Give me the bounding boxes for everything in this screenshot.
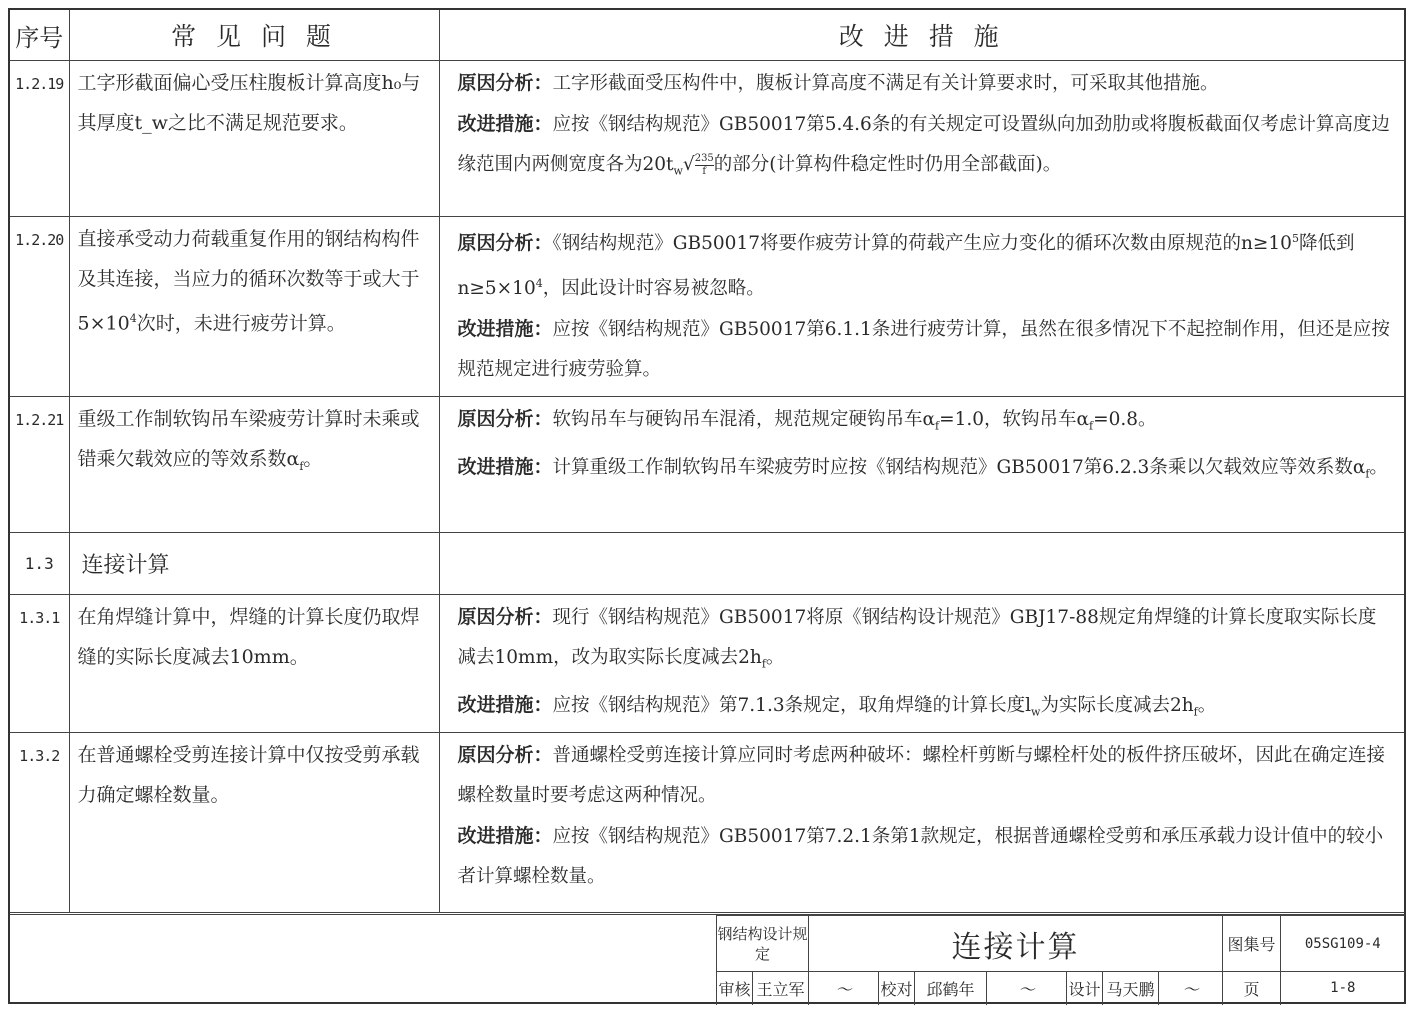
cause-label: 原因分析： (457, 72, 553, 94)
header-measures: 改 进 措 施 (439, 10, 1404, 61)
fix-label: 改进措施： (457, 825, 553, 848)
sheet-title: 连接计算 (809, 916, 1223, 972)
problems-table (10, 10, 1404, 913)
row-problem: 工字形截面偏心受压柱腹板计算高度h₀与其厚度t_w之比不满足规范要求。 (69, 61, 439, 217)
checker-name: 邱鹤年 (915, 972, 987, 1005)
fix-text: 应按《钢结构规范》GB50017第5.4.6条的有关规定可设置纵向加劲肋或将腹板截面仅考虑计算高度边缘范围内两侧宽度各为20t (457, 114, 1390, 175)
table-row (10, 733, 1404, 913)
fix-label: 改进措施： (457, 693, 553, 716)
row-measures: 原因分析：《钢结构规范》GB50017将要作疲劳计算的荷载产生应力变化的循环次数由原规范的$n\ge 10^5$降低到$n\ge 5\times 10^4$，因此设计时容易被忽略。 改进措施：应按《钢结构规范》GB50017第6.1.1条进行疲劳计算，虽然在很多情况下不起控制作用，但还是应按规范规定进行疲劳验算。 (439, 217, 1404, 397)
cause-label: 原因分析： (457, 408, 553, 430)
table-row (10, 217, 1404, 397)
reviewer-signature: 〜 (809, 972, 879, 1005)
row-number: 1.2.20 (10, 217, 69, 397)
design-label: 设计 (1067, 972, 1103, 1005)
row-number: 1.2.19 (10, 61, 69, 217)
cause-label: 原因分析： (457, 744, 553, 767)
fix-label: 改进措施： (457, 455, 553, 478)
header-seq: 序号 (10, 10, 69, 61)
fix-text-end: 的部分(计算构件稳定性时仍用全部截面)。 (713, 154, 1062, 175)
review-label: 审核 (717, 972, 753, 1005)
row-measures: 原因分析：现行《钢结构规范》GB50017将原《钢结构设计规范》GBJ17-88规定角焊缝的计算长度取实际长度减去10mm，改为取实际长度减去$2h_f$。 改进措施：应按《钢结构规范》第7.1.3条规定，取角焊缝的计算长度$l_w$为实际长度减去$2h_f$。 (439, 595, 1404, 733)
reviewer-name: 王立军 (753, 972, 809, 1005)
designer-name: 马天鹏 (1103, 972, 1159, 1005)
page-number: 1-8 (1281, 972, 1405, 1005)
cause-label: 原因分析： (457, 606, 553, 628)
drawing-sheet (8, 8, 1406, 1004)
table-header-row (10, 10, 1404, 61)
table-row (10, 61, 1404, 217)
table-row (10, 397, 1404, 533)
cause-text: 工字形截面受压构件中，腹板计算高度不满足有关计算要求时，可采取其他措施。 (552, 73, 1219, 94)
section-number: 1.3 (10, 533, 69, 595)
row-number: 1.2.21 (10, 397, 69, 533)
sqrt-fraction: $\frac{235}{f}$ (694, 152, 714, 177)
check-label: 校对 (879, 972, 915, 1005)
row-measures: 原因分析：普通螺栓受剪连接计算应同时考虑两种破坏：螺栓杆剪断与螺栓杆处的板件挤压破坏，因此在确定连接螺栓数量时要考虑这两种情况。 改进措施：应按《钢结构规范》GB50017第7.2.1条第1款规定，根据普通螺栓受剪和承压承载力设计值中的较小者计算螺栓数量。 (439, 733, 1404, 913)
row-problem: 重级工作制软钩吊车梁疲劳计算时未乘或错乘欠载效应的等效系数$\alpha_f$。 (69, 397, 439, 533)
section-empty-cell (439, 533, 1404, 595)
header-problem: 常 见 问 题 (69, 10, 439, 61)
title-block (716, 915, 1404, 1004)
table-row (10, 595, 1404, 733)
row-problem: 在普通螺栓受剪连接计算中仅按受剪承载力确定螺栓数量。 (69, 733, 439, 913)
row-number: 1.3.2 (10, 733, 69, 913)
fix-text: 应按《钢结构规范》GB50017第6.1.1条进行疲劳计算，虽然在很多情况下不起控制作用，但还是应按规范规定进行疲劳验算。 (457, 319, 1390, 381)
category-cell: 钢结构设计规定 (717, 916, 809, 972)
fix-label: 改进措施： (457, 113, 553, 135)
fix-label: 改进措施： (457, 318, 553, 341)
atlas-number: 05SG109-4 (1281, 916, 1405, 972)
atlas-label: 图集号 (1223, 916, 1281, 972)
section-row (10, 533, 1404, 595)
row-measures: 原因分析：工字形截面受压构件中，腹板计算高度不满足有关计算要求时，可采取其他措施。 改进措施：应按《钢结构规范》GB50017第5.4.6条的有关规定可设置纵向加劲肋或将腹板截面仅考虑计算高度边缘范围内两侧宽度各为$20t_w√$ $\frac{235}{f}$ 的部分(计算构件稳定性时仍用全部截面)。 (439, 61, 1404, 217)
section-title: 连接计算 (69, 533, 439, 595)
page-label: 页 (1223, 972, 1281, 1005)
checker-signature: 〜 (987, 972, 1067, 1005)
row-number: 1.3.1 (10, 595, 69, 733)
cause-label: 原因分析： (457, 232, 553, 255)
row-problem: 直接承受动力荷载重复作用的钢结构构件及其连接，当应力的循环次数等于或大于$5\times 10^4$次时，未进行疲劳计算。 (69, 217, 439, 397)
row-problem: 在角焊缝计算中，焊缝的计算长度仍取焊缝的实际长度减去10mm。 (69, 595, 439, 733)
designer-signature: 〜 (1159, 972, 1223, 1005)
row-measures: 原因分析：软钩吊车与硬钩吊车混淆，规范规定硬钩吊车$\alpha_f=1.0$，软钩吊车$\alpha_f=0.8$。 改进措施：计算重级工作制软钩吊车梁疲劳时应按《钢结构规范》GB50017第6.2.3条乘以欠载效应等效系数$\alpha_f$。 (439, 397, 1404, 533)
